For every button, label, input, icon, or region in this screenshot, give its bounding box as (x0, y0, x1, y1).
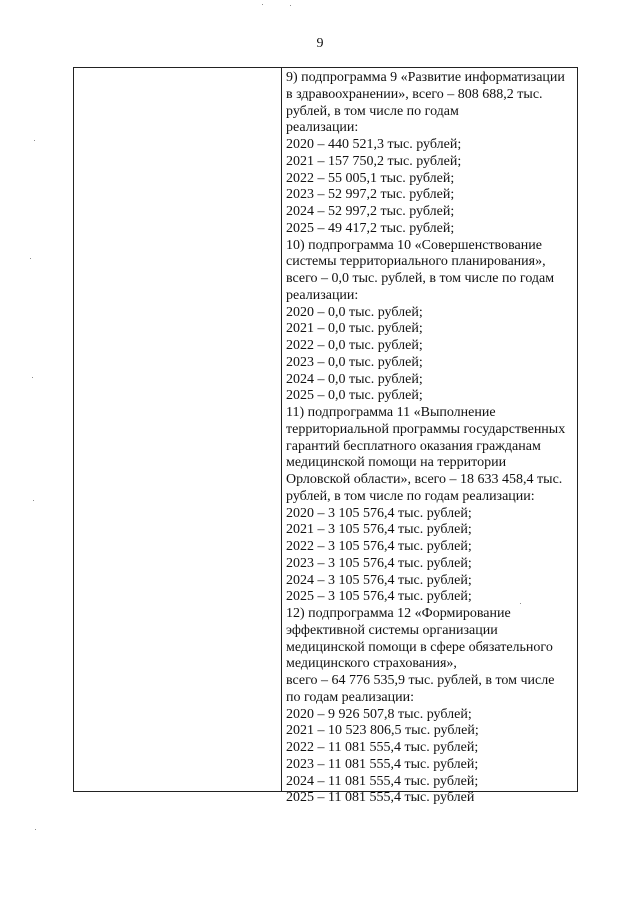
scan-speck (262, 4, 263, 5)
text-line: 2025 – 3 105 576,4 тыс. рублей; (286, 589, 472, 605)
text-line: 2022 – 55 005,1 тыс. рублей; (286, 170, 455, 186)
scan-speck (290, 5, 291, 6)
table-right-cell (282, 68, 577, 806)
text-line: системы территориального планирования», (286, 254, 546, 270)
text-line: гарантий бесплатного оказания гражданам (286, 438, 541, 454)
text-line: 2023 – 3 105 576,4 тыс. рублей; (286, 555, 472, 571)
text-line: медицинской помощи на территории (286, 455, 507, 471)
text-line: Орловской области», всего – 18 633 458,4 тыс. (286, 472, 563, 487)
text-line: 2024 – 3 105 576,4 тыс. рублей; (286, 572, 472, 588)
text-line: 2025 – 11 081 555,4 тыс. рублей (286, 790, 475, 806)
text-line: 2024 – 0,0 тыс. рублей; (286, 371, 423, 387)
text-line: 2022 – 0,0 тыс. рублей; (286, 338, 423, 353)
text-line: эффективной системы организации (286, 622, 498, 638)
text-line: реализации: (286, 287, 359, 303)
text-line: по годам реализации: (286, 689, 414, 705)
text-line: 2024 – 11 081 555,4 тыс. рублей; (286, 773, 479, 789)
text-line: 2020 – 440 521,3 тыс. рублей; (286, 137, 462, 152)
text-line: 2025 – 49 417,2 тыс. рублей; (286, 220, 455, 236)
text-line: 10) подпрограмма 10 «Совершенствование (286, 237, 542, 253)
scan-speck (34, 140, 35, 141)
text-line: 11) подпрограмма 11 «Выполнение (286, 405, 496, 420)
text-line: 2024 – 52 997,2 тыс. рублей; (286, 204, 455, 219)
text-line: 2020 – 3 105 576,4 тыс. рублей; (286, 505, 472, 521)
text-line: медицинского страхования», (286, 656, 457, 672)
text-line: всего – 64 776 535,9 тыс. рублей, в том числе (286, 673, 555, 688)
scan-speck (35, 829, 36, 830)
scan-speck (32, 377, 33, 378)
text-line: рублей, в том числе по годам реализации: (286, 488, 535, 504)
scan-speck (30, 258, 31, 259)
text-line: 2022 – 11 081 555,4 тыс. рублей; (286, 740, 479, 755)
text-line: 2023 – 0,0 тыс. рублей; (286, 354, 423, 370)
text-line: 2023 – 11 081 555,4 тыс. рублей; (286, 756, 479, 772)
text-line: 2021 – 157 750,2 тыс. рублей; (286, 153, 462, 169)
text-line: 2021 – 3 105 576,4 тыс. рублей; (286, 522, 472, 538)
text-line: 2020 – 0,0 тыс. рублей; (286, 304, 423, 320)
text-line: всего – 0,0 тыс. рублей, в том числе по годам (286, 271, 555, 286)
text-line: рублей, в том числе по годам (286, 103, 459, 119)
table-left-cell (74, 68, 282, 791)
text-line: 2021 – 0,0 тыс. рублей; (286, 321, 423, 337)
text-line: 2023 – 52 997,2 тыс. рублей; (286, 187, 455, 203)
text-line: в здравоохранении», всего – 808 688,2 тыс. (286, 86, 543, 102)
text-line: 12) подпрограмма 12 «Формирование (286, 606, 511, 621)
text-line: 2022 – 3 105 576,4 тыс. рублей; (286, 539, 472, 554)
text-line: территориальной программы государственных (286, 421, 566, 437)
page-number: 9 (316, 36, 324, 51)
text-line: 2021 – 10 523 806,5 тыс. рублей; (286, 723, 479, 739)
text-line: 2020 – 9 926 507,8 тыс. рублей; (286, 706, 472, 722)
text-line: медицинской помощи в сфере обязательного (286, 639, 553, 655)
scan-speck (520, 603, 521, 604)
text-line: реализации: (286, 120, 359, 136)
document-table (73, 67, 578, 806)
text-line: 9) подпрограмма 9 «Развитие информатизации (286, 70, 565, 85)
scan-speck (33, 500, 34, 501)
text-line: 2025 – 0,0 тыс. рублей; (286, 388, 423, 404)
